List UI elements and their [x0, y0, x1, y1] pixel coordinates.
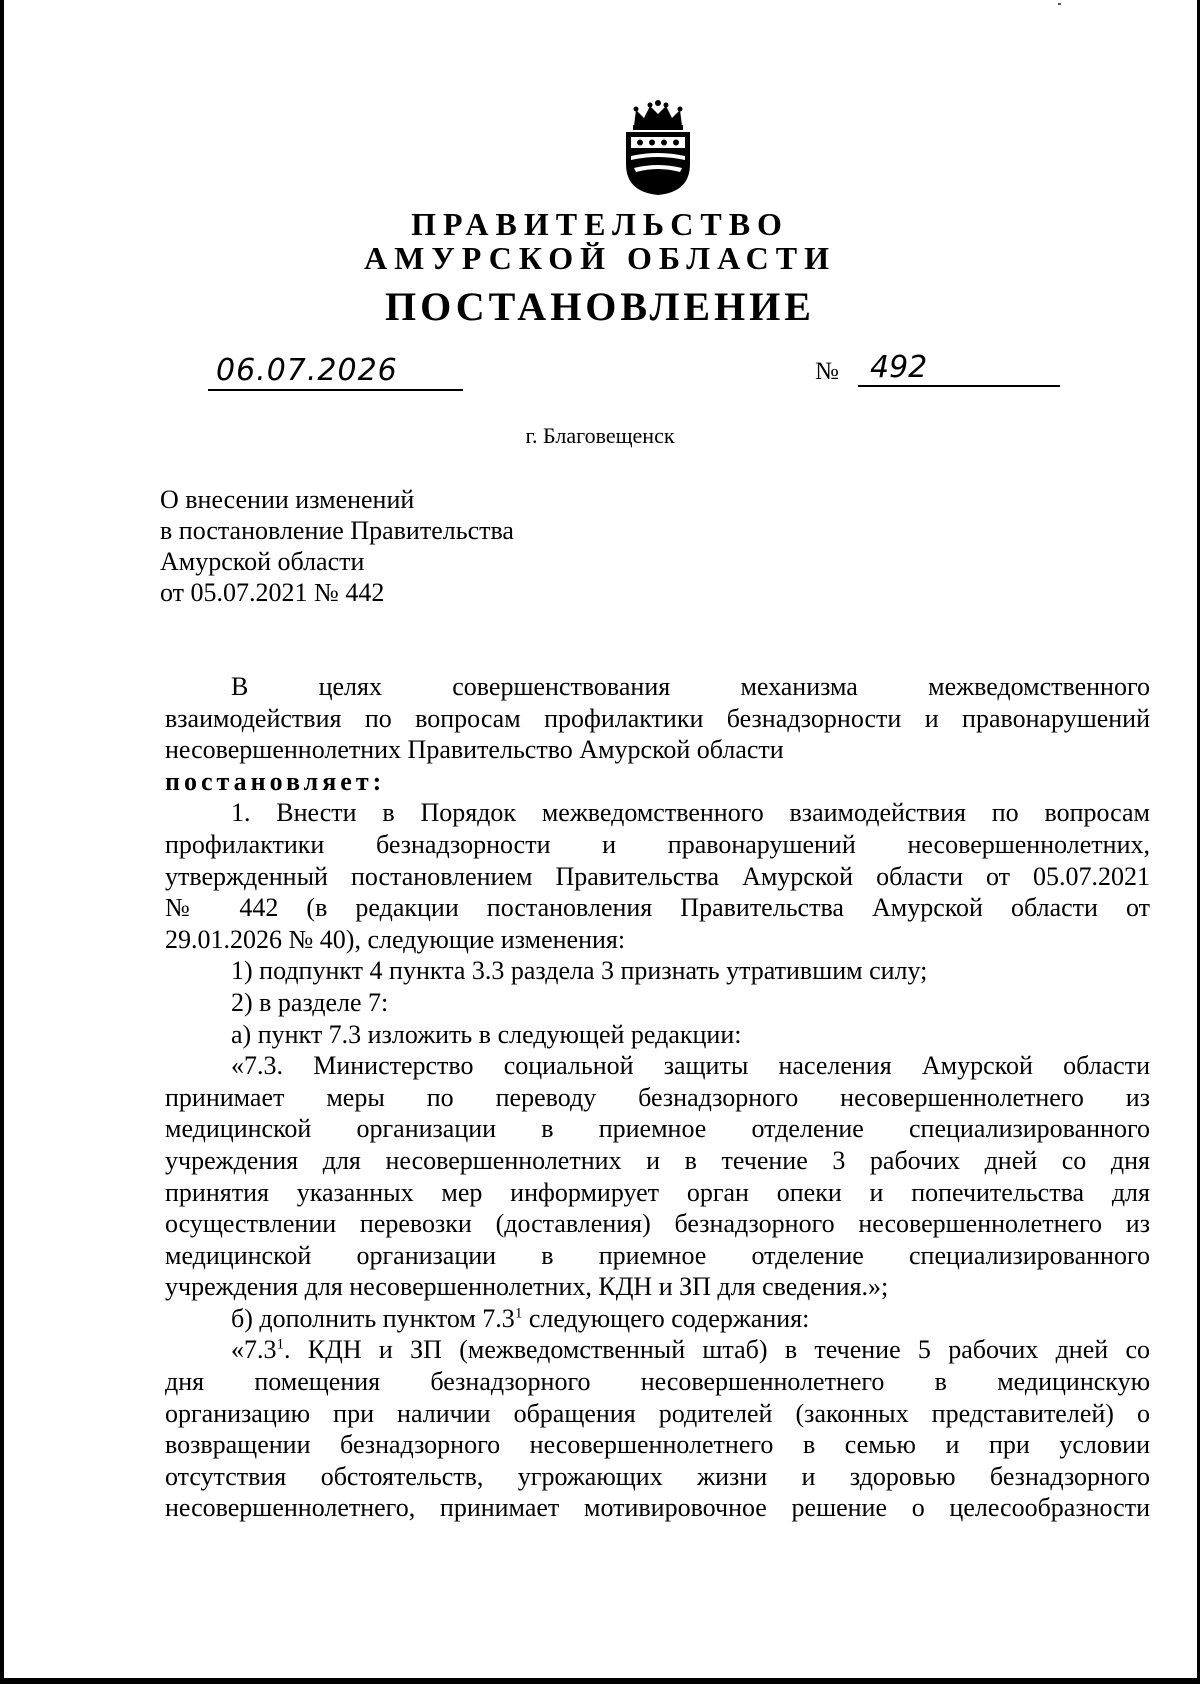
clause-line: профилактики безнадзорности и правонарушений несовершеннолетних,: [165, 829, 1150, 859]
document-body: [165, 671, 1150, 1524]
subclause-text: следующего содержания:: [522, 1303, 810, 1333]
region-title: АМУРСКОЙ ОБЛАСТИ: [364, 240, 836, 276]
subclause-line: а) пункт 7.3 изложить в следующей редакции:: [231, 1019, 742, 1049]
subject-line: О внесении изменений: [160, 485, 415, 514]
subclause-line: 2) в разделе 7:: [231, 987, 389, 1017]
subject-line: в постановление Правительства: [160, 516, 514, 545]
preamble-line: взаимодействия по вопросам профилактики безнадзорности и правонарушений: [165, 703, 1150, 733]
clause-line: утвержденный постановлением Правительства Амурской области от 05.07.2021: [165, 861, 1150, 891]
quoted-text-line: осуществлении перевозки (доставления) безнадзорного несовершеннолетнего из: [165, 1209, 1150, 1239]
quoted-text-line: учреждения для несовершеннолетних, КДН и ЗП для сведения.»;: [165, 1272, 889, 1302]
quoted-text-line: возвращении безнадзорного несовершеннолетнего в семью и при условии: [165, 1430, 1150, 1460]
document-type-title: ПОСТАНОВЛЕНИЕ: [385, 284, 815, 329]
quoted-text-line: организацию при наличии обращения родителей (законных представителей) о: [165, 1398, 1150, 1428]
quoted-text-line: несовершеннолетнего, принимает мотивировочное решение о целесообразности: [165, 1493, 1150, 1523]
superscript: 1: [514, 1305, 523, 1322]
resolves-keyword: постановляет:: [165, 766, 386, 796]
subject-block: [160, 484, 514, 608]
city-label: г. Благовещенск: [525, 423, 675, 448]
quoted-text-line: учреждения для несовершеннолетних и в течение 3 рабочих дней со дня: [165, 1145, 1150, 1175]
quoted-text-line: принимает меры по переводу безнадзорного несовершеннолетнего из: [165, 1082, 1150, 1112]
clause-line: 29.01.2026 № 40), следующие изменения:: [165, 924, 626, 954]
scan-bottom-border: [0, 1678, 1200, 1684]
clause-line: № 442 (в редакции постановления Правительства Амурской области от: [165, 893, 1150, 923]
subject-line: от 05.07.2021 № 442: [160, 578, 385, 607]
quoted-text: . КДН и ЗП (межведомственный штаб) в течение 5 рабочих дней со: [284, 1335, 1150, 1365]
quoted-text: «7.3: [231, 1335, 277, 1365]
handwritten-number: 492: [870, 350, 928, 385]
quoted-text-line: принятия указанных мер информирует орган опеки и попечительства для: [165, 1177, 1150, 1207]
quoted-text-line: «7.3. Министерство социальной защиты населения Амурской области: [231, 1051, 1150, 1081]
government-title: ПРАВИТЕЛЬСТВО: [411, 206, 789, 242]
scan-speck: [1058, 3, 1061, 5]
amur-region-coat-of-arms-icon: [622, 100, 694, 196]
number-underline: [858, 385, 1060, 387]
quoted-text-line: дня помещения безнадзорного несовершеннолетнего в медицинскую: [165, 1367, 1150, 1397]
preamble-line: В целях совершенствования механизма межведомственного: [231, 672, 1150, 701]
quoted-text-line: медицинской организации в приемное отделение специализированного: [165, 1240, 1150, 1270]
quoted-text-line: медицинской организации в приемное отделение специализированного: [165, 1114, 1150, 1144]
subject-line: Амурской области: [160, 547, 365, 576]
subclause-text: б) дополнить пунктом 7.3: [231, 1303, 515, 1333]
clause-line: 1. Внести в Порядок межведомственного взаимодействия по вопросам: [231, 798, 1150, 828]
quoted-text-line: [165, 1334, 1150, 1366]
superscript: 1: [276, 1336, 284, 1353]
quoted-text-line: отсутствия обстоятельств, угрожающих жизни и здоровью безнадзорного: [165, 1461, 1150, 1491]
date-underline: [208, 389, 463, 391]
preamble-line: несовершеннолетних Правительство Амурской области: [165, 735, 784, 765]
subclause-line: 1) подпункт 4 пункта 3.3 раздела 3 признать утратившим силу;: [231, 956, 928, 986]
number-sign: №: [815, 358, 839, 385]
handwritten-date: 06.07.2026: [216, 353, 398, 388]
subclause-line: [165, 1303, 1150, 1335]
